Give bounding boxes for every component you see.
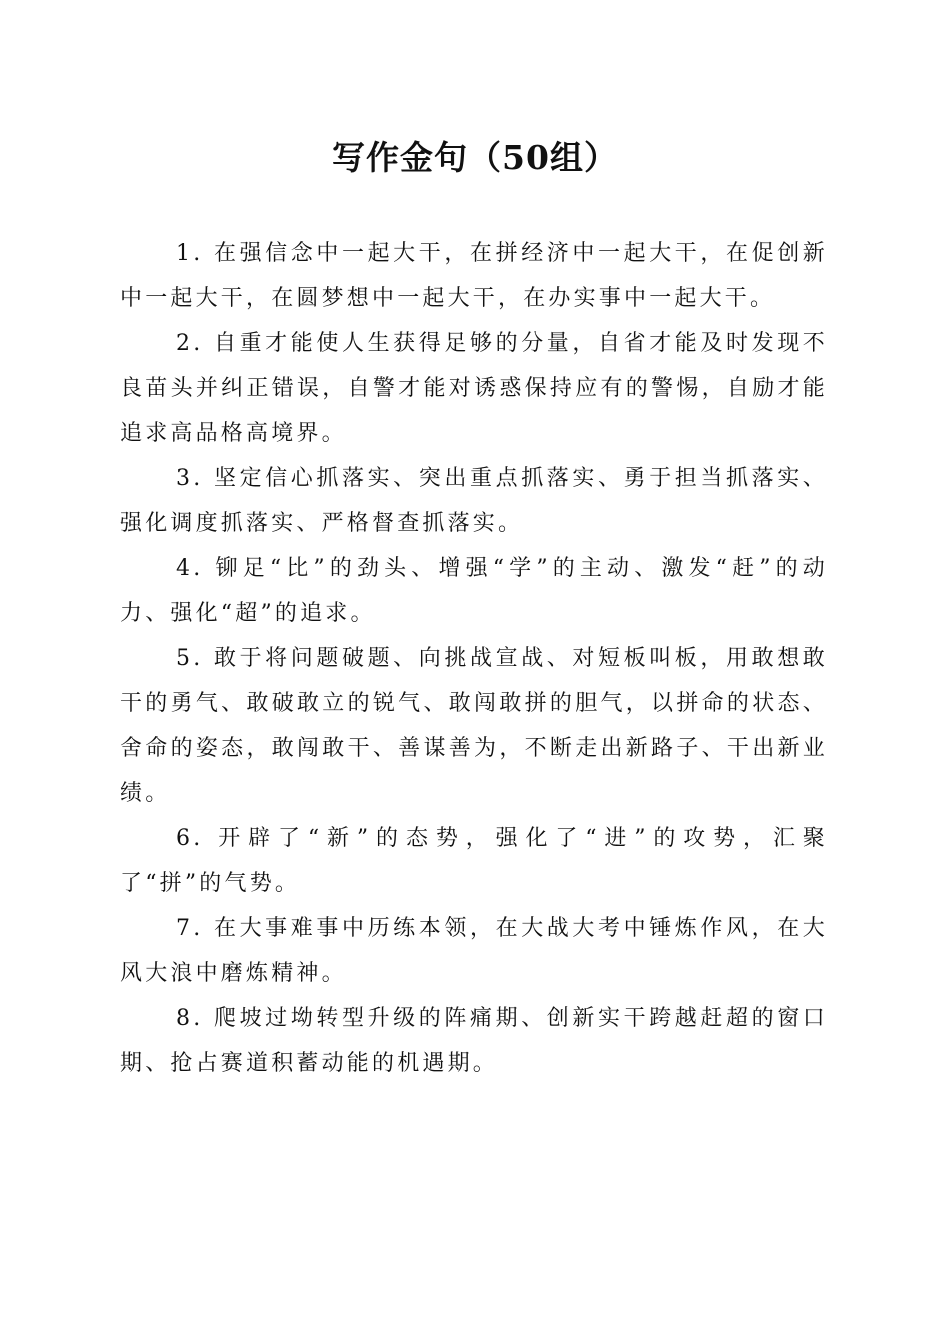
paragraph-2: 2. 自重才能使人生获得足够的分量，自省才能及时发现不良苗头并纠正错误，自警才能对诱惑保持应有的警惕，自励才能追求高品格高境界。	[120, 331, 828, 446]
paragraph-4: 4. 铆足“比”的劲头、增强“学”的主动、激发“赶”的动力、强化“超”的追求。	[120, 556, 828, 626]
paragraph-8: 8. 爬坡过坳转型升级的阵痛期、创新实干跨越赶超的窗口期、抢占赛道积蓄动能的机遇期。	[120, 1006, 828, 1076]
paragraph-6: 6. 开辟了“新”的态势，强化了“进”的攻势，汇聚了“拼”的气势。	[120, 826, 828, 896]
document-title: 写作金句（50组）	[332, 138, 618, 177]
paragraph-7: 7. 在大事难事中历练本领，在大战大考中锤炼作风，在大风大浪中磨炼精神。	[120, 916, 828, 986]
document-body	[120, 231, 828, 1086]
paragraph-3: 3. 坚定信心抓落实、突出重点抓落实、勇于担当抓落实、强化调度抓落实、严格督查抓落实。	[120, 466, 828, 536]
paragraph-5: 5. 敢于将问题破题、向挑战宣战、对短板叫板，用敢想敢干的勇气、敢破敢立的锐气、敢闯敢拼的胆气，以拼命的状态、舍命的姿态，敢闯敢干、善谋善为，不断走出新路子、干出新业绩。	[120, 646, 828, 806]
paragraph-1: 1. 在强信念中一起大干，在拼经济中一起大干，在促创新中一起大干，在圆梦想中一起大干，在办实事中一起大干。	[120, 241, 828, 311]
